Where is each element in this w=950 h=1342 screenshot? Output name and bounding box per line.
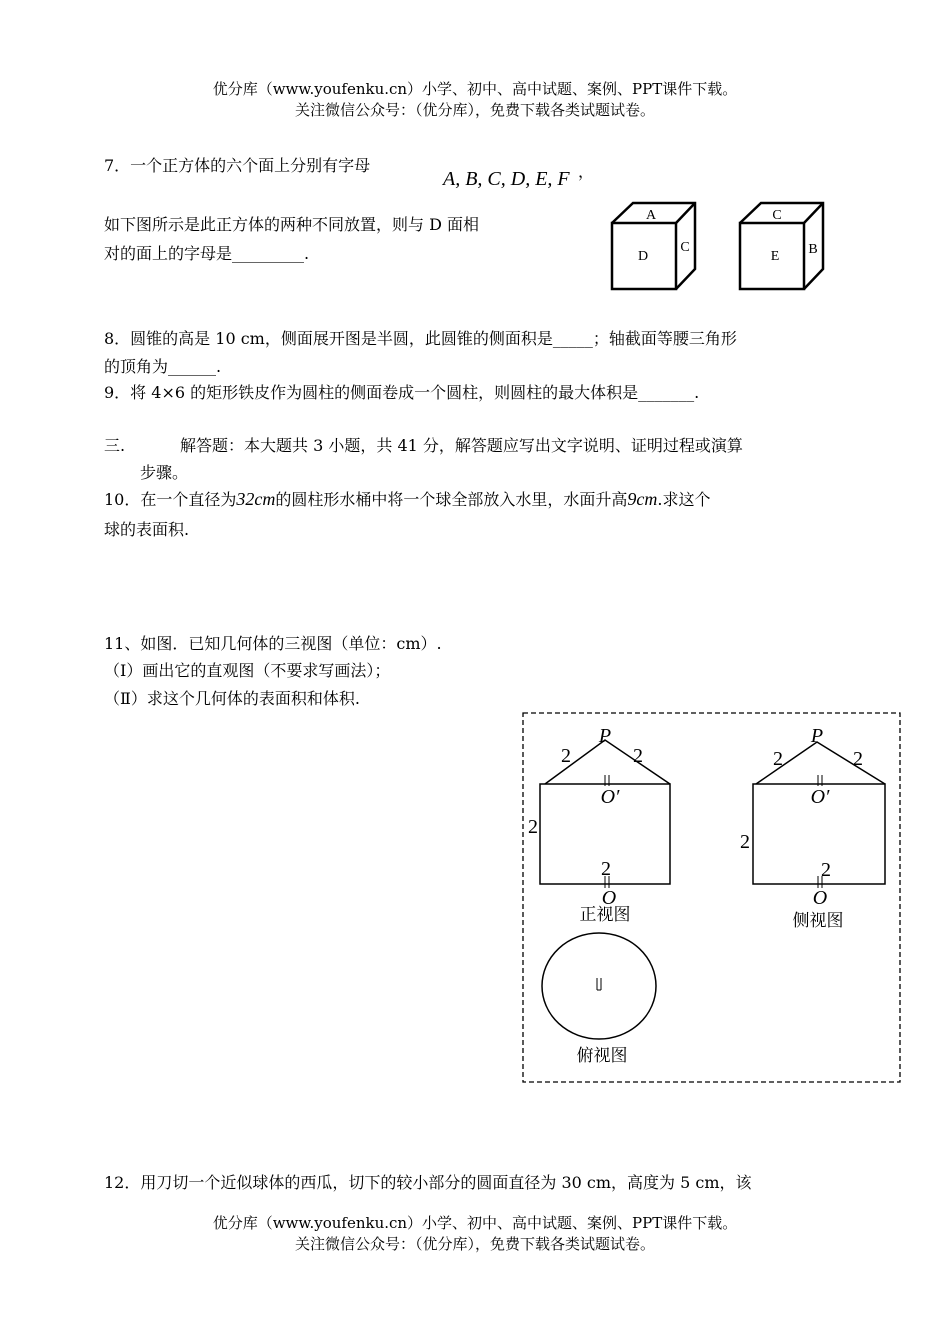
q10-text-1: 10．在一个直径为 xyxy=(104,490,237,509)
q10-text-3: .求这个 xyxy=(657,490,711,509)
q10-line-1 xyxy=(104,489,710,510)
section3-line-2: 步骤。 xyxy=(140,463,189,482)
cube-2-front-letter: E xyxy=(770,249,780,264)
q12-line-1: 12．用刀切一个近似球体的西瓜，切下的较小部分的圆面直径为 30 cm，高度为 5 cm，该 xyxy=(104,1173,752,1192)
section3-number: 三. xyxy=(104,436,126,455)
q7-text-b: 如下图所示是此正方体的两种不同放置，则与 D 面相 xyxy=(104,215,480,234)
side-apex-label: P xyxy=(810,725,824,747)
front-slant-left-dim: 2 xyxy=(561,745,571,767)
q8-line-1: 8．圆锥的高是 10 cm，侧面展开图是半圆，此圆锥的侧面积是_____；轴截面等腰三角形 xyxy=(104,329,737,348)
top-view xyxy=(542,933,656,1039)
q10-line-2: 球的表面积. xyxy=(104,520,190,539)
q11-line-3: （Ⅱ）求这个几何体的表面积和体积. xyxy=(104,689,360,708)
top-view-label: 俯视图 xyxy=(576,1046,628,1065)
front-slant-right-dim: 2 xyxy=(633,745,643,767)
q11-line-1: 11、如图．已知几何体的三视图（单位：cm）. xyxy=(104,634,442,653)
q10-diameter: 32cm xyxy=(236,489,276,509)
cube-1-front-letter: D xyxy=(637,249,649,264)
side-slant-right-dim: 2 xyxy=(853,748,863,770)
q10-text-2: 的圆柱形水桶中将一个球全部放入水里，水面升高 xyxy=(275,490,628,509)
q7-letters: A, B, C, D, E, F xyxy=(443,168,570,190)
q7-cubes-figure xyxy=(605,198,835,296)
section3-line-1: 解答题：本大题共 3 小题，共 41 分，解答题应写出文字说明、证明过程或演算 xyxy=(180,436,743,455)
q7-text-c: 对的面上的字母是_________. xyxy=(104,244,310,263)
q9-line-1: 9．将 4×6 的矩形铁皮作为圆柱的侧面卷成一个圆柱，则圆柱的最大体积是_______. xyxy=(104,383,700,402)
q7-text-a: 7．一个正方体的六个面上分别有字母 xyxy=(104,156,371,175)
front-view-label: 正视图 xyxy=(579,905,631,924)
side-base-dim: 2 xyxy=(821,859,831,881)
header-line-2: 关注微信公众号：（优分库），免费下载各类试题试卷。 xyxy=(294,101,655,119)
q11-three-view-figure xyxy=(520,710,904,1086)
footer-line-2: 关注微信公众号：（优分库），免费下载各类试题试卷。 xyxy=(294,1235,655,1253)
q11-line-2: （Ⅰ）画出它的直观图（不要求写画法）； xyxy=(104,661,391,680)
q7-comma: ， xyxy=(578,162,595,181)
front-center-bottom-label: O xyxy=(601,887,617,909)
side-slant-left-dim: 2 xyxy=(773,748,783,770)
q8-line-2: 的顶角为______. xyxy=(104,357,222,376)
cube-1-top-letter: A xyxy=(645,208,657,223)
cube-2-top-letter: C xyxy=(772,208,782,223)
front-center-top-label: O′ xyxy=(600,786,620,808)
figure-dashed-frame xyxy=(523,713,900,1082)
cube-1-side-letter: C xyxy=(680,240,690,255)
front-base-dim: 2 xyxy=(601,858,611,880)
front-height-dim: 2 xyxy=(528,816,538,838)
footer-line-1: 优分库（www.youfenku.cn）小学、初中、高中试题、案例、PPT课件下载。 xyxy=(212,1214,738,1232)
side-center-bottom-label: O xyxy=(812,887,828,909)
side-height-dim: 2 xyxy=(740,831,750,853)
cube-2-side-letter: B xyxy=(808,242,818,257)
header-line-1: 优分库（www.youfenku.cn）小学、初中、高中试题、案例、PPT课件下载。 xyxy=(212,80,738,98)
side-view-label: 侧视图 xyxy=(792,911,844,930)
side-center-top-label: O′ xyxy=(810,786,830,808)
front-apex-label: P xyxy=(598,725,612,747)
q10-rise: 9cm xyxy=(627,489,658,509)
